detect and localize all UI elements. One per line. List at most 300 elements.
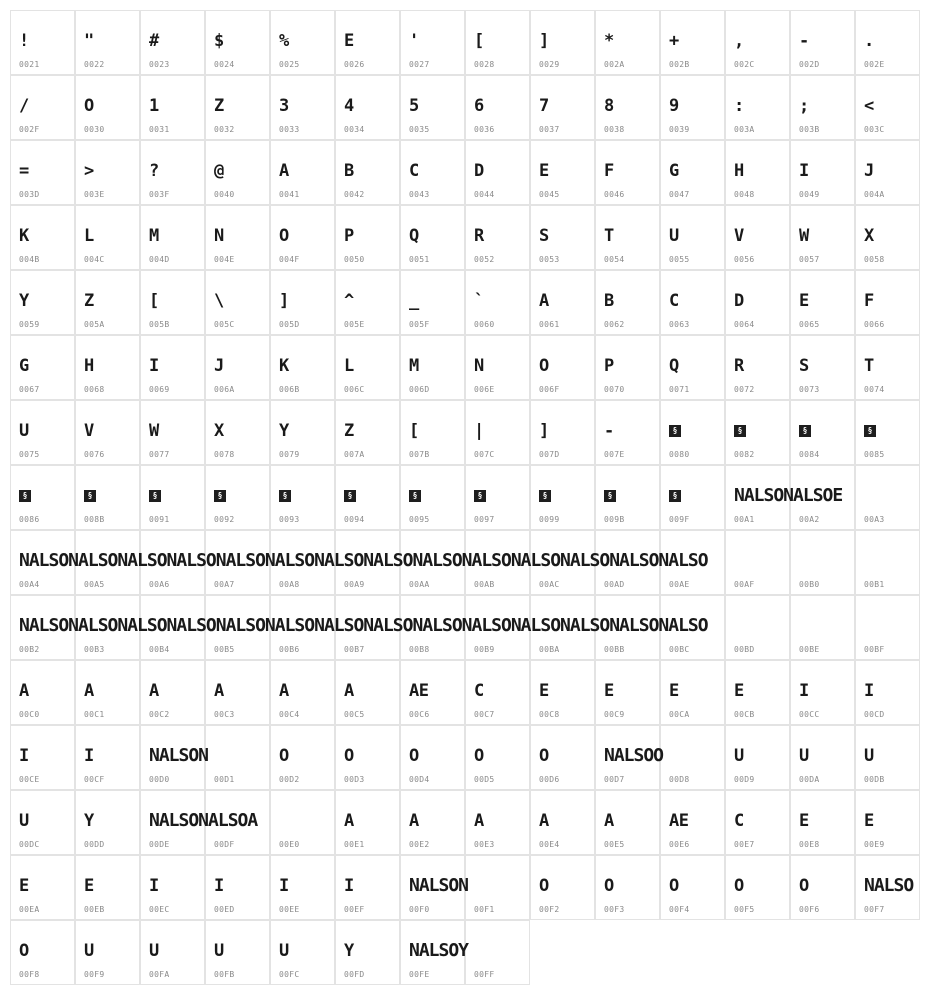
glyph-codepoint-label: 0082 <box>734 450 755 459</box>
glyph-preview: 7 <box>539 96 549 116</box>
glyph-preview: B <box>344 161 354 181</box>
glyph-codepoint-label: 0075 <box>19 450 40 459</box>
glyph-codepoint-label: 0077 <box>149 450 170 459</box>
glyph-cell[interactable] <box>140 920 205 985</box>
glyph-cell[interactable] <box>75 400 140 465</box>
glyph-cell[interactable] <box>270 335 335 400</box>
glyph-cell[interactable] <box>270 790 335 855</box>
glyph-cell[interactable] <box>140 400 205 465</box>
glyph-cell[interactable] <box>335 205 400 270</box>
glyph-cell[interactable] <box>790 595 855 660</box>
glyph-cell[interactable] <box>465 465 530 530</box>
glyph-codepoint-label: 00A5 <box>84 580 105 589</box>
glyph-codepoint-label: 003E <box>84 190 105 199</box>
glyph-cell[interactable] <box>790 855 855 920</box>
glyph-cell[interactable] <box>10 790 75 855</box>
glyph-cell[interactable] <box>400 75 465 140</box>
glyph-cell[interactable] <box>725 790 790 855</box>
glyph-preview: AE <box>669 811 689 831</box>
glyph-codepoint-label: 006F <box>539 385 560 394</box>
glyph-codepoint-label: 00D8 <box>669 775 690 784</box>
missing-glyph-icon: § <box>84 490 96 502</box>
glyph-cell[interactable] <box>335 270 400 335</box>
glyph-cell[interactable] <box>10 400 75 465</box>
glyph-cell[interactable] <box>790 205 855 270</box>
glyph-codepoint-label: 00E5 <box>604 840 625 849</box>
glyph-cell[interactable] <box>855 270 920 335</box>
glyph-cell[interactable] <box>465 790 530 855</box>
glyph-preview: % <box>279 31 289 51</box>
glyph-cell[interactable] <box>595 660 660 725</box>
glyph-cell[interactable] <box>855 75 920 140</box>
glyph-preview: A <box>279 681 289 701</box>
glyph-codepoint-label: 0023 <box>149 60 170 69</box>
glyph-cell[interactable] <box>335 140 400 205</box>
glyph-cell[interactable] <box>10 205 75 270</box>
glyph-codepoint-label: 00E9 <box>864 840 885 849</box>
glyph-cell[interactable] <box>855 10 920 75</box>
glyph-preview: NALSONALSONALSONALSONALSONALSONALSONALSONALSONALSONALSONALSONALSONALSO <box>19 550 708 571</box>
glyph-cell[interactable] <box>335 10 400 75</box>
glyph-preview: I <box>864 681 874 701</box>
glyph-preview: I <box>84 746 94 766</box>
glyph-codepoint-label: 0025 <box>279 60 300 69</box>
glyph-cell[interactable] <box>595 335 660 400</box>
glyph-cell[interactable] <box>660 400 725 465</box>
glyph-preview: 9 <box>669 96 679 116</box>
glyph-preview: L <box>84 226 94 246</box>
glyph-cell[interactable] <box>790 270 855 335</box>
glyph-preview: . <box>864 31 874 51</box>
glyph-cell[interactable] <box>75 855 140 920</box>
glyph-cell[interactable] <box>660 660 725 725</box>
glyph-codepoint-label: 00CB <box>734 710 755 719</box>
glyph-preview: Y <box>344 941 354 961</box>
glyph-codepoint-label: 0024 <box>214 60 235 69</box>
glyph-cell[interactable] <box>75 790 140 855</box>
glyph-preview: < <box>864 96 874 116</box>
glyph-preview: I <box>149 876 159 896</box>
glyph-cell[interactable] <box>10 75 75 140</box>
glyph-codepoint-label: 00FE <box>409 970 430 979</box>
glyph-cell[interactable] <box>140 660 205 725</box>
glyph-preview: O <box>539 356 549 376</box>
glyph-codepoint-label: 00C9 <box>604 710 625 719</box>
glyph-cell[interactable] <box>335 465 400 530</box>
glyph-preview: Q <box>409 226 419 246</box>
glyph-codepoint-label: 00DC <box>19 840 40 849</box>
glyph-cell[interactable] <box>725 660 790 725</box>
glyph-preview: U <box>864 746 874 766</box>
glyph-cell[interactable] <box>530 140 595 205</box>
glyph-cell[interactable] <box>790 725 855 790</box>
glyph-preview: O <box>279 746 289 766</box>
glyph-cell[interactable] <box>400 270 465 335</box>
glyph-cell[interactable] <box>140 140 205 205</box>
glyph-cell[interactable] <box>660 140 725 205</box>
glyph-cell[interactable] <box>855 465 920 530</box>
glyph-cell[interactable] <box>530 790 595 855</box>
glyph-codepoint-label: 007D <box>539 450 560 459</box>
glyph-preview: P <box>604 356 614 376</box>
glyph-cell[interactable] <box>400 140 465 205</box>
glyph-cell[interactable] <box>790 400 855 465</box>
glyph-codepoint-label: 006D <box>409 385 430 394</box>
glyph-codepoint-label: 0086 <box>19 515 40 524</box>
glyph-cell[interactable] <box>530 725 595 790</box>
glyph-codepoint-label: 00B9 <box>474 645 495 654</box>
glyph-codepoint-label: 00AA <box>409 580 430 589</box>
glyph-cell[interactable] <box>335 920 400 985</box>
glyph-cell[interactable] <box>335 75 400 140</box>
glyph-cell[interactable] <box>205 855 270 920</box>
glyph-codepoint-label: 00F0 <box>409 905 430 914</box>
glyph-codepoint-label: 0080 <box>669 450 690 459</box>
glyph-cell[interactable] <box>205 725 270 790</box>
missing-glyph-icon: § <box>539 490 551 502</box>
glyph-cell[interactable] <box>400 725 465 790</box>
glyph-cell[interactable] <box>595 270 660 335</box>
glyph-cell[interactable] <box>205 10 270 75</box>
glyph-cell[interactable] <box>595 140 660 205</box>
glyph-cell[interactable] <box>530 465 595 530</box>
glyph-preview: E <box>604 681 614 701</box>
glyph-codepoint-label: 00C1 <box>84 710 105 719</box>
glyph-preview: NALSON <box>409 875 469 896</box>
glyph-codepoint-label: 00B5 <box>214 645 235 654</box>
glyph-cell[interactable] <box>855 400 920 465</box>
glyph-preview: D <box>474 161 484 181</box>
glyph-codepoint-label: 00EF <box>344 905 365 914</box>
glyph-cell[interactable] <box>400 920 469 985</box>
glyph-cell[interactable] <box>10 10 75 75</box>
glyph-preview: C <box>669 291 679 311</box>
glyph-codepoint-label: 00C6 <box>409 710 430 719</box>
glyph-codepoint-label: 003B <box>799 125 820 134</box>
glyph-cell[interactable] <box>465 75 530 140</box>
glyph-cell[interactable] <box>660 855 725 920</box>
glyph-cell[interactable] <box>10 270 75 335</box>
glyph-cell[interactable] <box>400 400 465 465</box>
glyph-cell[interactable] <box>75 660 140 725</box>
glyph-cell[interactable] <box>725 725 790 790</box>
glyph-cell[interactable] <box>790 10 855 75</box>
glyph-cell[interactable] <box>400 465 465 530</box>
glyph-cell[interactable] <box>530 205 595 270</box>
glyph-codepoint-label: 002A <box>604 60 625 69</box>
glyph-cell[interactable] <box>725 75 790 140</box>
missing-glyph-icon: § <box>344 490 356 502</box>
glyph-cell[interactable] <box>400 790 465 855</box>
glyph-cell[interactable] <box>465 855 530 920</box>
glyph-cell[interactable] <box>465 205 530 270</box>
glyph-cell[interactable] <box>205 75 270 140</box>
glyph-cell[interactable] <box>270 400 335 465</box>
glyph-cell[interactable] <box>725 530 790 595</box>
glyph-cell[interactable] <box>660 725 725 790</box>
glyph-codepoint-label: 00D7 <box>604 775 625 784</box>
glyph-codepoint-label: 00C5 <box>344 710 365 719</box>
glyph-cell[interactable] <box>140 335 205 400</box>
glyph-cell[interactable] <box>530 660 595 725</box>
glyph-cell[interactable] <box>270 140 335 205</box>
glyph-cell[interactable] <box>595 465 660 530</box>
glyph-cell[interactable] <box>75 465 140 530</box>
glyph-cell[interactable] <box>855 725 920 790</box>
glyph-codepoint-label: 003F <box>149 190 170 199</box>
glyph-cell[interactable] <box>75 10 140 75</box>
glyph-codepoint-label: 00AD <box>604 580 625 589</box>
glyph-codepoint-label: 0073 <box>799 385 820 394</box>
glyph-preview: [ <box>474 31 484 51</box>
glyph-cell[interactable] <box>140 270 205 335</box>
glyph-cell[interactable] <box>725 205 790 270</box>
glyph-codepoint-label: 0072 <box>734 385 755 394</box>
glyph-cell[interactable] <box>75 920 140 985</box>
glyph-cell[interactable] <box>270 920 335 985</box>
glyph-cell[interactable] <box>270 10 335 75</box>
glyph-preview: X <box>214 421 224 441</box>
glyph-cell[interactable] <box>530 270 595 335</box>
glyph-cell[interactable] <box>140 725 209 790</box>
glyph-cell[interactable] <box>205 465 270 530</box>
glyph-cell[interactable] <box>595 790 660 855</box>
glyph-codepoint-label: 0050 <box>344 255 365 264</box>
glyph-preview: NALSOY <box>409 940 469 961</box>
glyph-cell[interactable] <box>530 10 595 75</box>
glyph-cell[interactable] <box>725 400 790 465</box>
glyph-cell[interactable] <box>400 205 465 270</box>
glyph-cell[interactable] <box>205 140 270 205</box>
glyph-preview: ] <box>279 291 289 311</box>
glyph-cell[interactable] <box>10 140 75 205</box>
glyph-codepoint-label: 0048 <box>734 190 755 199</box>
glyph-cell[interactable] <box>530 400 595 465</box>
glyph-codepoint-label: 0051 <box>409 255 430 264</box>
glyph-cell[interactable] <box>855 205 920 270</box>
glyph-codepoint-label: 00FC <box>279 970 300 979</box>
glyph-codepoint-label: 00CD <box>864 710 885 719</box>
glyph-cell[interactable] <box>725 270 790 335</box>
glyph-cell[interactable] <box>10 920 75 985</box>
glyph-codepoint-label: 0084 <box>799 450 820 459</box>
glyph-cell[interactable] <box>595 855 660 920</box>
glyph-cell[interactable] <box>465 920 530 985</box>
glyph-cell[interactable] <box>855 530 920 595</box>
glyph-cell[interactable] <box>140 205 205 270</box>
glyph-codepoint-label: 0031 <box>149 125 170 134</box>
glyph-cell[interactable] <box>400 855 469 920</box>
glyph-cell[interactable] <box>10 335 75 400</box>
glyph-codepoint-label: 005F <box>409 320 430 329</box>
glyph-codepoint-label: 00AB <box>474 580 495 589</box>
glyph-codepoint-label: 008B <box>84 515 105 524</box>
glyph-preview: 3 <box>279 96 289 116</box>
glyph-codepoint-label: 0039 <box>669 125 690 134</box>
glyph-preview: E <box>84 876 94 896</box>
glyph-cell[interactable] <box>75 140 140 205</box>
glyph-preview: | <box>474 421 484 441</box>
glyph-cell[interactable] <box>335 725 400 790</box>
glyph-preview: U <box>734 746 744 766</box>
glyph-cell[interactable] <box>790 140 855 205</box>
glyph-codepoint-label: 0078 <box>214 450 235 459</box>
glyph-codepoint-label: 0099 <box>539 515 560 524</box>
glyph-cell[interactable] <box>140 465 205 530</box>
glyph-codepoint-label: 004C <box>84 255 105 264</box>
glyph-cell[interactable] <box>140 75 205 140</box>
glyph-preview: D <box>734 291 744 311</box>
glyph-cell[interactable] <box>335 660 400 725</box>
glyph-preview: T <box>604 226 614 246</box>
glyph-cell[interactable] <box>855 140 920 205</box>
glyph-codepoint-label: 00B6 <box>279 645 300 654</box>
glyph-codepoint-label: 00BD <box>734 645 755 654</box>
glyph-codepoint-label: 0027 <box>409 60 430 69</box>
glyph-cell[interactable] <box>660 270 725 335</box>
glyph-cell[interactable] <box>205 920 270 985</box>
glyph-preview: O <box>734 876 744 896</box>
glyph-cell[interactable] <box>595 75 660 140</box>
glyph-cell[interactable] <box>75 205 140 270</box>
glyph-cell[interactable] <box>205 205 270 270</box>
glyph-cell[interactable] <box>335 855 400 920</box>
glyph-codepoint-label: 00BE <box>799 645 820 654</box>
glyph-codepoint-label: 00F5 <box>734 905 755 914</box>
glyph-cell[interactable] <box>595 400 660 465</box>
glyph-preview: O <box>799 876 809 896</box>
glyph-codepoint-label: 002B <box>669 60 690 69</box>
glyph-codepoint-label: 006E <box>474 385 495 394</box>
glyph-cell[interactable] <box>725 10 790 75</box>
missing-glyph-icon: § <box>279 490 291 502</box>
glyph-cell[interactable] <box>10 465 75 530</box>
glyph-cell[interactable] <box>465 335 530 400</box>
glyph-codepoint-label: 00A7 <box>214 580 235 589</box>
glyph-preview: W <box>149 421 159 441</box>
glyph-cell[interactable] <box>595 205 660 270</box>
glyph-codepoint-label: 00CC <box>799 710 820 719</box>
glyph-cell[interactable] <box>400 660 465 725</box>
glyph-cell[interactable] <box>855 790 920 855</box>
glyph-preview: Z <box>84 291 94 311</box>
glyph-cell[interactable] <box>465 660 530 725</box>
glyph-cell[interactable] <box>790 75 855 140</box>
glyph-cell[interactable] <box>530 75 595 140</box>
glyph-preview: Y <box>84 811 94 831</box>
glyph-cell[interactable] <box>10 725 75 790</box>
glyph-cell[interactable] <box>790 790 855 855</box>
glyph-cell[interactable] <box>270 270 335 335</box>
glyph-cell[interactable] <box>465 140 530 205</box>
glyph-cell[interactable] <box>855 660 920 725</box>
glyph-cell[interactable] <box>855 335 920 400</box>
glyph-cell[interactable] <box>335 790 400 855</box>
glyph-cell[interactable] <box>855 855 920 920</box>
glyph-cell[interactable] <box>270 725 335 790</box>
glyph-codepoint-label: 0029 <box>539 60 560 69</box>
glyph-cell[interactable] <box>205 335 270 400</box>
glyph-cell[interactable] <box>75 75 140 140</box>
glyph-preview: O <box>409 746 419 766</box>
glyph-preview: Q <box>669 356 679 376</box>
glyph-cell[interactable] <box>660 790 725 855</box>
glyph-codepoint-label: 00D9 <box>734 775 755 784</box>
glyph-codepoint-label: 00E7 <box>734 840 755 849</box>
glyph-cell[interactable] <box>465 725 530 790</box>
glyph-cell[interactable] <box>660 75 725 140</box>
glyph-cell[interactable] <box>270 465 335 530</box>
glyph-cell[interactable] <box>205 660 270 725</box>
glyph-cell[interactable] <box>270 660 335 725</box>
glyph-cell[interactable] <box>660 205 725 270</box>
glyph-codepoint-label: 0038 <box>604 125 625 134</box>
glyph-cell[interactable] <box>595 10 660 75</box>
glyph-preview: I <box>149 356 159 376</box>
glyph-preview: NALSO <box>864 875 914 896</box>
glyph-cell[interactable] <box>660 335 725 400</box>
glyph-cell[interactable] <box>855 595 920 660</box>
missing-glyph-icon: § <box>669 490 681 502</box>
glyph-cell[interactable] <box>270 205 335 270</box>
glyph-cell[interactable] <box>205 270 270 335</box>
glyph-cell[interactable] <box>75 335 140 400</box>
glyph-cell[interactable] <box>400 10 465 75</box>
glyph-cell[interactable] <box>75 725 140 790</box>
glyph-cell[interactable] <box>790 660 855 725</box>
glyph-cell[interactable] <box>725 140 790 205</box>
glyph-cell[interactable] <box>75 270 140 335</box>
glyph-codepoint-label: 004E <box>214 255 235 264</box>
glyph-cell[interactable] <box>205 400 270 465</box>
glyph-preview: Y <box>279 421 289 441</box>
glyph-cell[interactable] <box>530 335 595 400</box>
glyph-cell[interactable] <box>10 855 75 920</box>
glyph-codepoint-label: 00AC <box>539 580 560 589</box>
glyph-cell[interactable] <box>465 10 530 75</box>
glyph-cell[interactable] <box>725 595 790 660</box>
glyph-cell[interactable] <box>270 855 335 920</box>
glyph-cell[interactable] <box>335 400 400 465</box>
glyph-cell[interactable] <box>790 335 855 400</box>
glyph-cell[interactable] <box>660 465 725 530</box>
glyph-cell[interactable] <box>270 75 335 140</box>
glyph-codepoint-label: 00F4 <box>669 905 690 914</box>
glyph-codepoint-label: 00F7 <box>864 905 885 914</box>
glyph-codepoint-label: 0062 <box>604 320 625 329</box>
glyph-preview: H <box>84 356 94 376</box>
glyph-cell[interactable] <box>530 855 595 920</box>
glyph-codepoint-label: 0093 <box>279 515 300 524</box>
glyph-cell[interactable] <box>400 335 465 400</box>
glyph-codepoint-label: 00F3 <box>604 905 625 914</box>
glyph-cell[interactable] <box>465 270 530 335</box>
glyph-cell[interactable] <box>140 10 205 75</box>
glyph-cell[interactable] <box>465 400 530 465</box>
glyph-preview: > <box>84 161 94 181</box>
glyph-codepoint-label: 00D6 <box>539 775 560 784</box>
glyph-cell[interactable] <box>660 10 725 75</box>
glyph-cell[interactable] <box>10 660 75 725</box>
glyph-cell[interactable] <box>595 725 664 790</box>
glyph-cell[interactable] <box>725 335 790 400</box>
glyph-codepoint-label: 0076 <box>84 450 105 459</box>
glyph-cell[interactable] <box>790 530 855 595</box>
glyph-cell[interactable] <box>335 335 400 400</box>
glyph-cell[interactable] <box>725 855 790 920</box>
glyph-preview: 6 <box>474 96 484 116</box>
glyph-cell[interactable] <box>140 855 205 920</box>
